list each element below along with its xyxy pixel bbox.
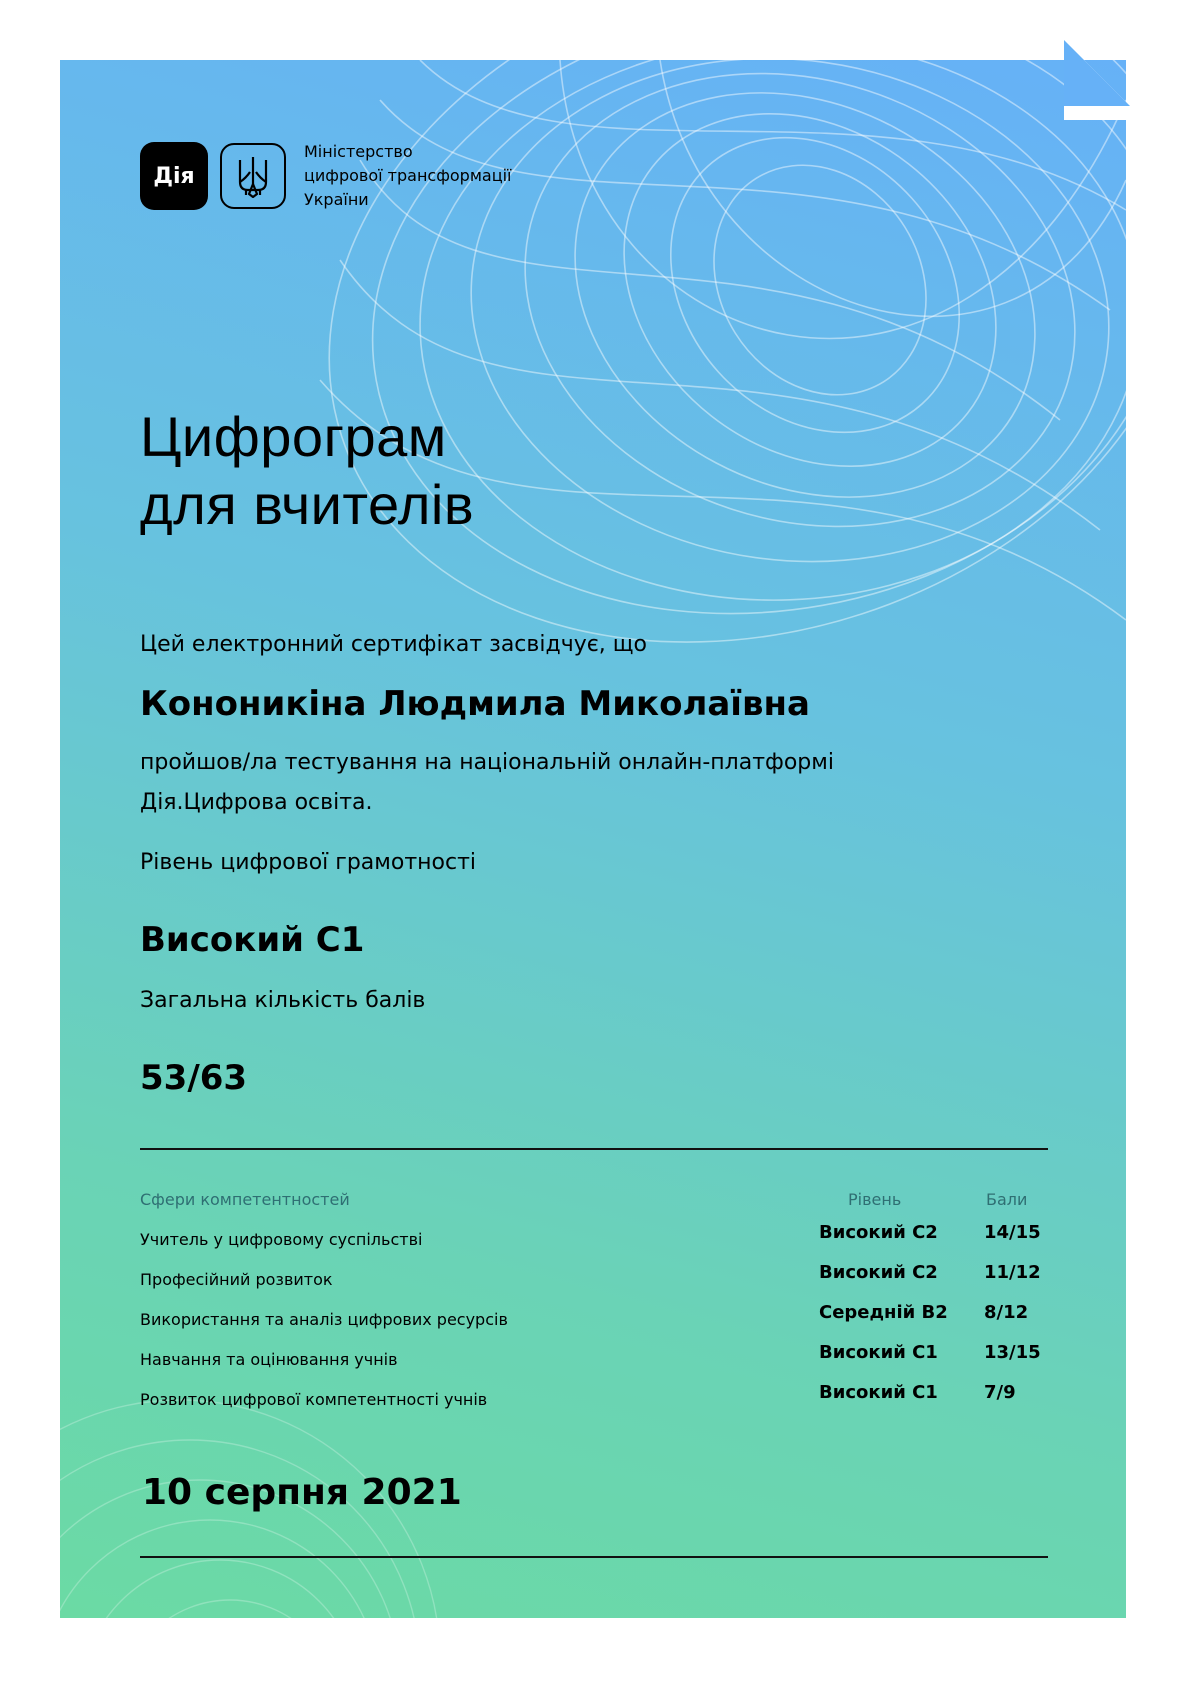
competence-list	[140, 1230, 508, 1430]
divider-top	[140, 1148, 1048, 1150]
page-fold-icon	[1064, 40, 1144, 120]
passed-line: пройшов/ла тестування на національній онлайн-платформі	[140, 750, 834, 775]
level-list	[819, 1222, 948, 1422]
level-item: Високий С1	[819, 1342, 938, 1363]
competence-item: Розвиток цифрової компетентності учнів	[140, 1390, 488, 1409]
competence-item: Навчання та оцінювання учнів	[140, 1350, 398, 1369]
score-label: Загальна кількість балів	[140, 988, 426, 1013]
level-item: Високий С2	[819, 1262, 938, 1283]
competence-item: Учитель у цифровому суспільстві	[140, 1230, 423, 1249]
certificate-title	[140, 403, 474, 539]
level-value: Високий С1	[140, 920, 365, 960]
competence-header: Сфери компетентностей	[140, 1190, 350, 1209]
header-logos	[140, 140, 511, 212]
intro-text: Цей електронний сертифікат засвідчує, що	[140, 632, 647, 657]
competence-item: Професійний розвиток	[140, 1270, 333, 1289]
trident-icon	[220, 143, 286, 209]
ministry-line: України	[304, 190, 369, 209]
ministry-line: цифрової трансформації	[304, 166, 512, 185]
divider-bottom	[140, 1556, 1048, 1558]
title-line: Цифрограм	[140, 405, 447, 468]
diia-logo-icon: Дія	[140, 142, 208, 210]
ministry-name	[304, 140, 511, 212]
points-item: 14/15	[984, 1222, 1041, 1243]
points-list	[984, 1222, 1041, 1422]
points-item: 11/12	[984, 1262, 1041, 1283]
issue-date: 10 серпня 2021	[142, 1472, 462, 1513]
score-value: 53/63	[140, 1058, 248, 1098]
level-label: Рівень цифрової грамотності	[140, 850, 477, 875]
level-item: Середній В2	[819, 1302, 948, 1323]
points-item: 7/9	[984, 1382, 1016, 1403]
recipient-name: Кононикіна Людмила Миколаївна	[140, 684, 810, 724]
level-header: Рівень	[848, 1190, 902, 1209]
passed-text	[140, 743, 834, 823]
competence-item: Використання та аналіз цифрових ресурсів	[140, 1310, 508, 1329]
passed-line: Дія.Цифрова освіта.	[140, 790, 373, 815]
ministry-line: Міністерство	[304, 142, 413, 161]
points-item: 13/15	[984, 1342, 1041, 1363]
title-line: для вчителів	[140, 473, 475, 536]
level-item: Високий С1	[819, 1382, 938, 1403]
level-item: Високий С2	[819, 1222, 938, 1243]
points-header: Бали	[986, 1190, 1028, 1209]
points-item: 8/12	[984, 1302, 1029, 1323]
certificate-page	[60, 60, 1126, 1618]
